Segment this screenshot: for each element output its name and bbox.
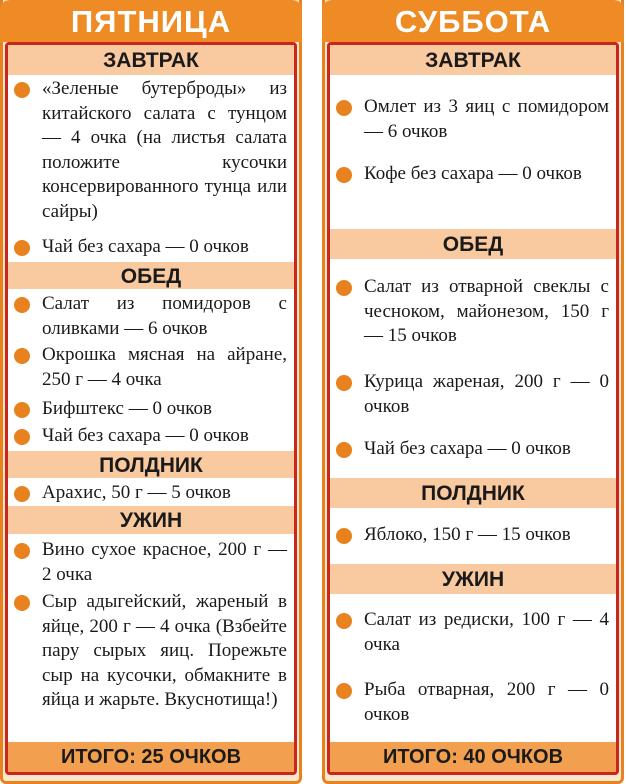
bullet-icon (14, 240, 30, 256)
bullet-icon (336, 683, 352, 699)
menu-item: Чай без сахара — 0 очков (364, 437, 609, 462)
menu-item: Бифштекс — 0 очков (42, 397, 287, 422)
saturday-title: СУББОТА (322, 0, 624, 42)
menu-item: Яблоко, 150 г — 15 очков (364, 523, 609, 548)
friday-title: ПЯТНИЦА (0, 0, 302, 42)
saturday-total: ИТОГО: 40 ОЧКОВ (330, 742, 616, 772)
menu-item: Салат из отварной свеклы с чесноком, майонезом, 150 г — 15 очков (364, 275, 609, 349)
friday-breakfast-header: ЗАВТРАК (8, 45, 294, 75)
friday-lunch-header: ОБЕД (8, 262, 294, 289)
saturday-column (322, 0, 624, 784)
menu-item: «Зеленые бутерброды» из китайского салата с тунцом — 4 очка (на листья салата положите кусочки консервированного тунца или сайры) (42, 77, 287, 224)
menu-item: Чай без сахара — 0 очков (42, 424, 287, 449)
menu-item: Салат из редиски, 100 г — 4 очка (364, 608, 609, 657)
friday-dinner-header: УЖИН (8, 506, 294, 534)
friday-snack-header: ПОЛДНИК (8, 451, 294, 478)
saturday-lunch-header: ОБЕД (330, 229, 616, 259)
bullet-icon (336, 528, 352, 544)
bullet-icon (336, 375, 352, 391)
menu-item: Кофе без сахара — 0 очков (364, 162, 609, 187)
bullet-icon (14, 348, 30, 364)
menu-item: Рыба отварная, 200 г — 0 очков (364, 678, 609, 727)
bullet-icon (14, 543, 30, 559)
friday-column (0, 0, 302, 784)
friday-menu-panel (5, 42, 297, 775)
saturday-breakfast-header: ЗАВТРАК (330, 45, 616, 75)
bullet-icon (14, 82, 30, 98)
bullet-icon (336, 280, 352, 296)
bullet-icon (336, 100, 352, 116)
bullet-icon (336, 167, 352, 183)
menu-item: Чай без сахара — 0 очков (42, 235, 287, 260)
menu-item: Окрошка мясная на айране, 250 г — 4 очка (42, 343, 287, 392)
menu-item: Арахис, 50 г — 5 очков (42, 481, 287, 506)
bullet-icon (336, 613, 352, 629)
bullet-icon (14, 297, 30, 313)
saturday-dinner-header: УЖИН (330, 564, 616, 594)
menu-item: Курица жареная, 200 г — 0 очков (364, 370, 609, 419)
menu-item: Вино сухое красное, 200 г — 2 очка (42, 538, 287, 587)
bullet-icon (14, 429, 30, 445)
menu-item: Салат из помидоров с оливками — 6 очков (42, 292, 287, 341)
bullet-icon (14, 595, 30, 611)
bullet-icon (14, 402, 30, 418)
bullet-icon (336, 442, 352, 458)
menu-item: Омлет из 3 яиц с помидором — 6 очков (364, 95, 609, 144)
saturday-menu-panel (327, 42, 619, 775)
menu-item: Сыр адыгейский, жареный в яйце, 200 г — 4 очка (Взбейте пару сырых яиц. Порежьте сыр на кусочки, обмакните в яйца и жарьте. Вкуснотища!) (42, 590, 287, 713)
friday-total: ИТОГО: 25 ОЧКОВ (8, 742, 294, 772)
bullet-icon (14, 486, 30, 502)
saturday-snack-header: ПОЛДНИК (330, 478, 616, 508)
